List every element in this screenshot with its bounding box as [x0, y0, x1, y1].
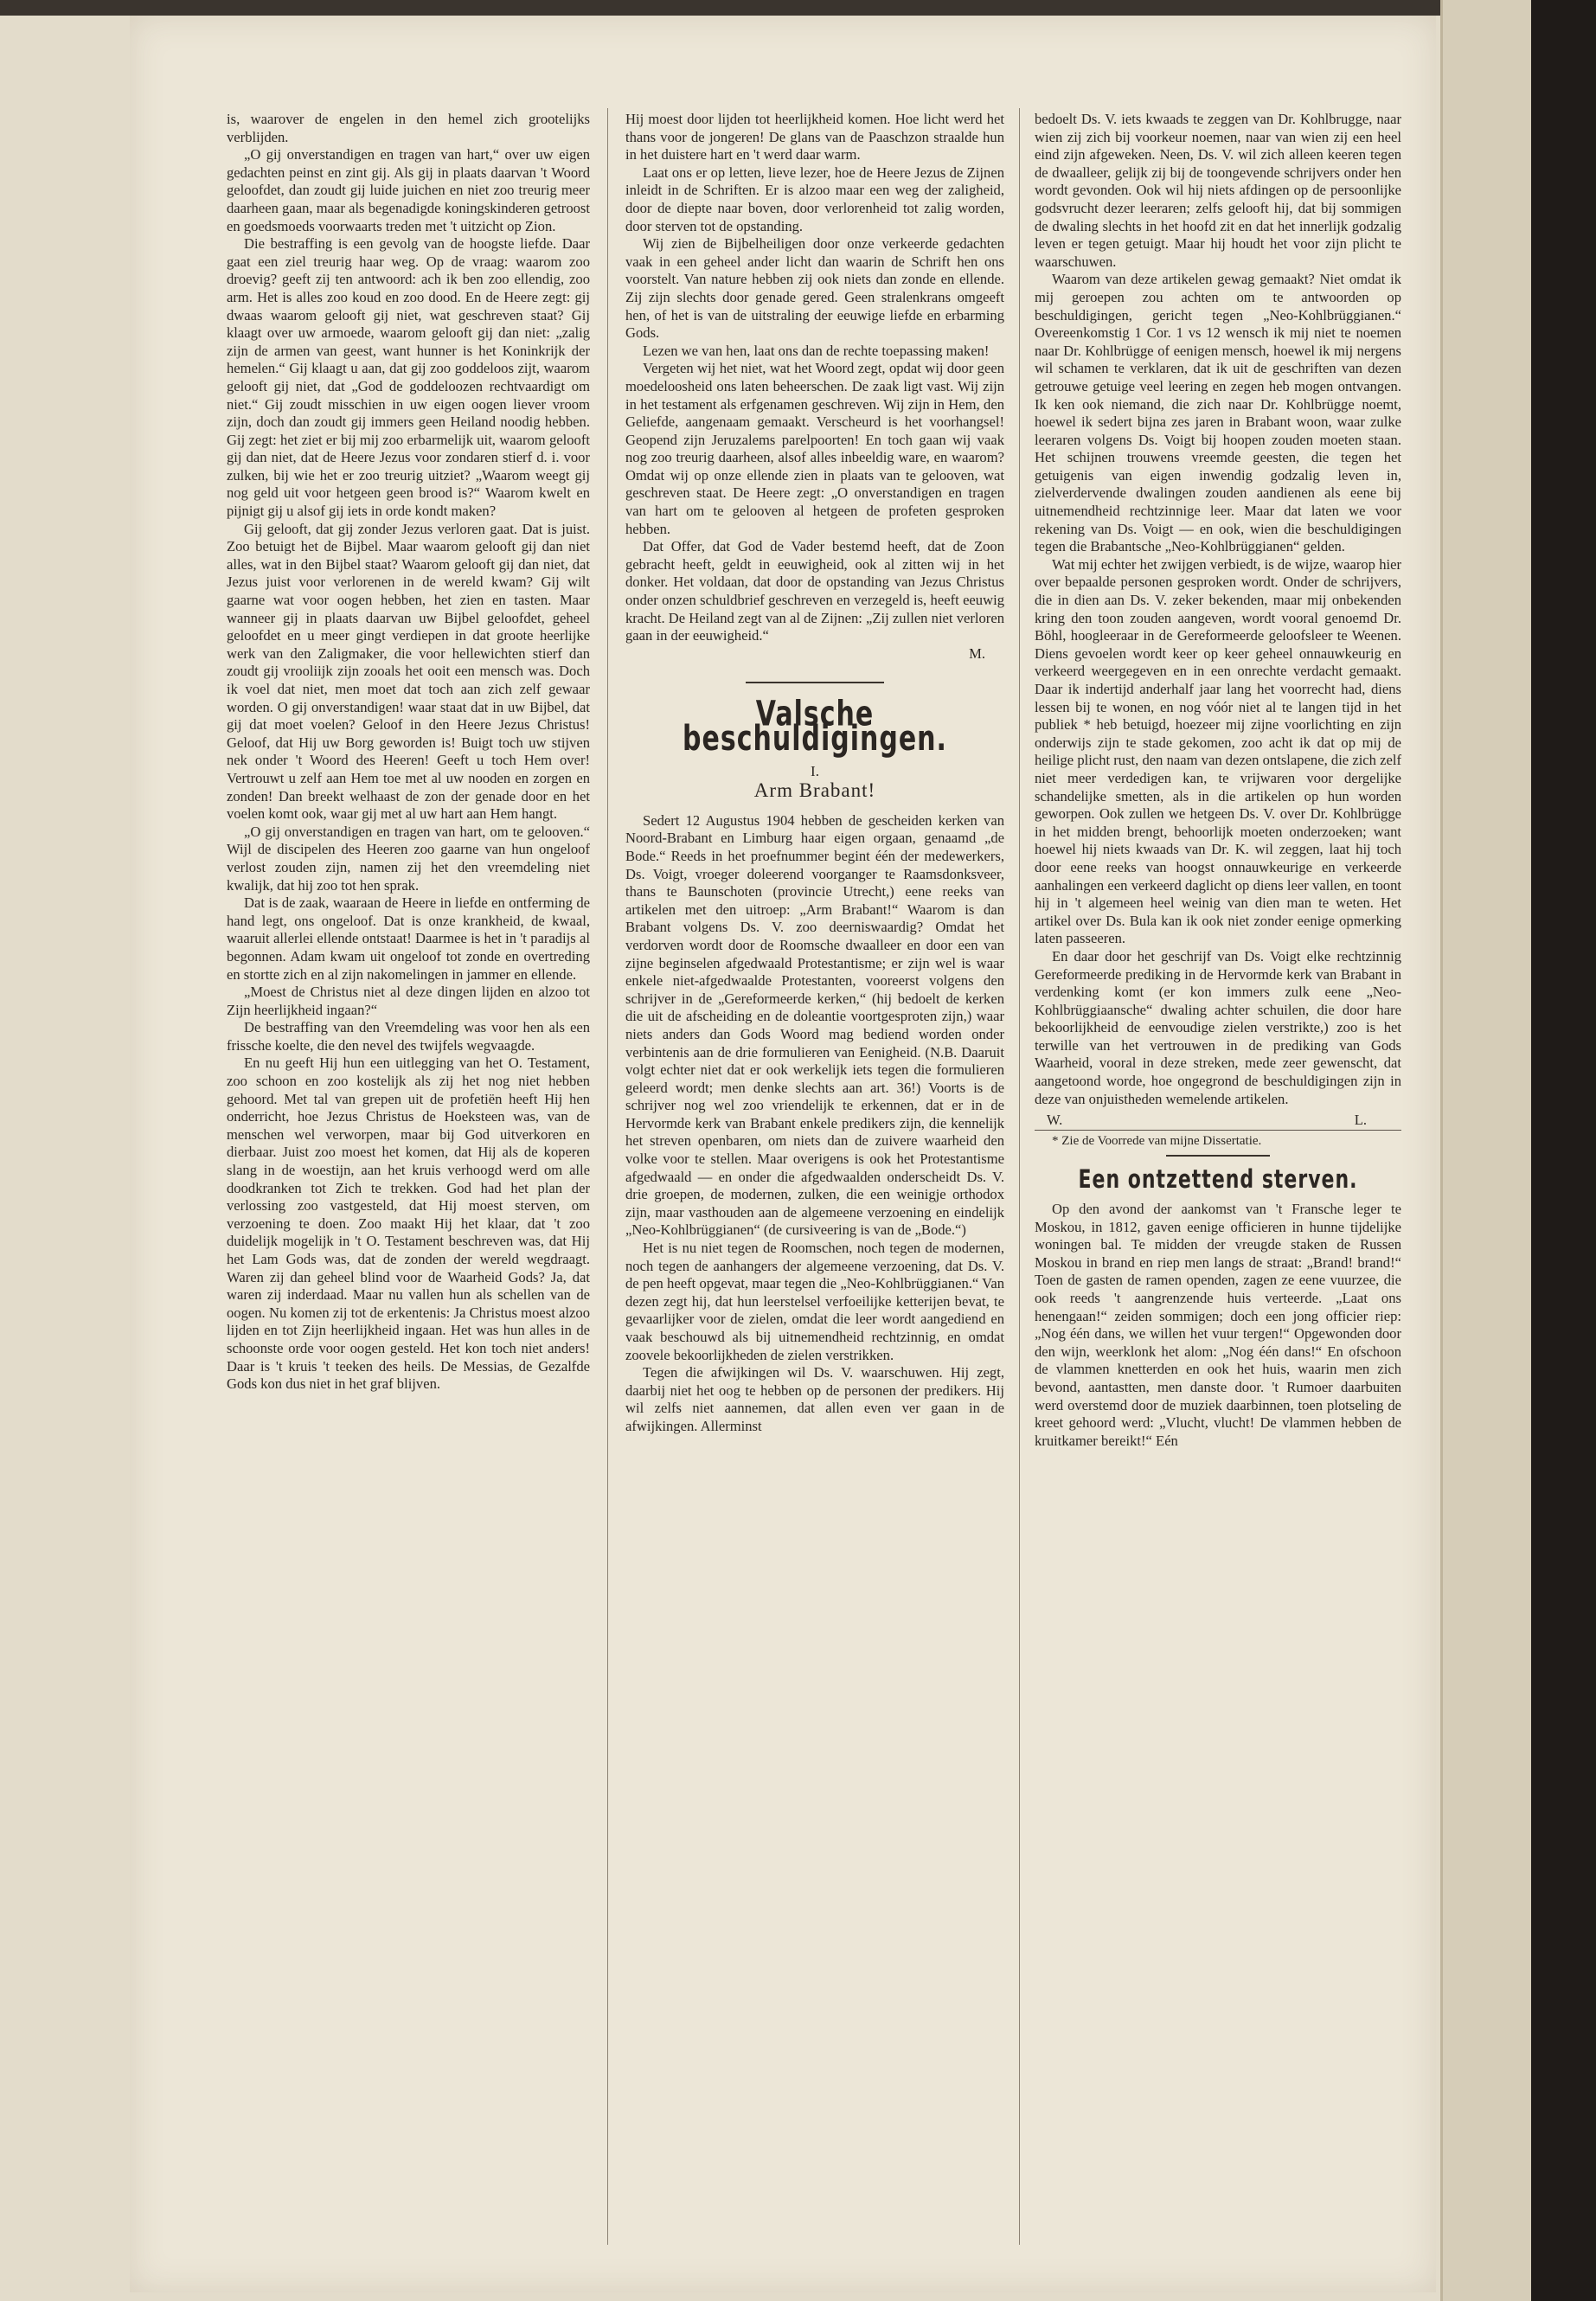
signature-initial-right: L.	[1354, 1112, 1367, 1129]
article-part-number: I.	[811, 762, 819, 779]
column-rule-left	[607, 108, 608, 2245]
paragraph: Wat mij echter het zwijgen verbiedt, is de wijze, waarop hier over bepaalde personen gesproken wordt. Onder de schrijvers, die in dien aan Ds. V. zeker bekenden, maar mij onbekenden kring den toon zouden aangeven, wordt vooral genoemd Dr. Böhl, hoogleeraar in de Gereformeerde geloofsleer te Weenen. Diens gevoelen wordt keer op keer geheel onnauwkeurig en verkeerd weergegeven en in een onrechte verdacht gemaakt. Daar ik indertijd anderhalf jaar lang het voorrecht had, diens lessen bij te wonen, en nog vóór niet al te langen tijd in het publiek * heb betuigd, hoezeer mij zijne voorlichting en zijn onderwijs zijn te stade gekomen, zoo acht ik dat op mij de heilige plicht rust, den naam van dezen ontslapene, die zich zelf niet meer verdedigen kan, te vrijwaren voor dergelijke schandelijke smetten, als in die artikelen op hun worden geworpen. Ook zullen we hetgeen Ds. V. over Dr. Kohlbrügge in het midden brengt, behoorlijk moeten onderzoeken; want hoewel hij niets kwaads van Dr. K. wil zeggen, laat hij toch door eene reeks van hoogst onnauwkeurige en verkeerde aanhalingen een verkeerd daglicht op diens leer vallen, en toont hij in 't algemeen heel weinig van dien man te weten. Het artikel over Ds. Bula kan ik ook niet zonder eenige opmerking laten passeeren.	[1035, 555, 1401, 947]
paragraph: Op den avond der aankomst van 't Fransche leger te Moskou, in 1812, gaven eenige officieren in hunne tijdelijke woningen bal. Te midden der vreugde staken de Russen Moskou in brand en riep men langs de straat: „Brand! brand!“ Toen de gasten de ramen openden, zagen ze eene vuurzee, die ook reeds 't aangrenzende huis verteerde. „Laat ons henengaan!“ zeiden sommigen; doch een jong officier riep: „Nog één dans, we willen het vuur tergen!“ Opgewonden door den wijn, weerklonk het alom: „Nog één dans!“ En ofschoon de vlammen knetterden en ook het huis, waarin men zich bevond, aantastten, men danste door. 't Rumoer daarbuiten werd overstemd door de muziek daarbinnen, toen plotseling de kreet gehoord werd: „Vlucht, vlucht! De vlammen hebben de kruitkamer bereikt!“ Eén	[1035, 1201, 1401, 1449]
paragraph: Dat is de zaak, waaraan de Heere in liefde en ontferming de hand legt, ons ongeloof. Dat is onze krankheid, de kwaal, waaruit allerlei ellende ontstaat! Daarmee is het in 't paradijs al begonnen. Adam kwam uit ongeloof tot zonde en overtreding en stortte zich en al zijn nakomelingen in jammer en ellende.	[227, 894, 590, 983]
paragraph: De bestraffing van den Vreemdeling was voor hen als een frissche koelte, die den nevel des twijfels wegvaagde.	[227, 1019, 590, 1054]
column-2	[625, 111, 1004, 1436]
paragraph: En daar door het geschrijf van Ds. Voigt elke rechtzinnig Gereformeerde prediking in de Hervormde kerk van Brabant in verdenking komt (er kon immers zulk eene „Neo-Kohlbrüggiaansche“ dwaling achter schuilen, die door hare bekoorlijkheid de eenvoudige zielen verstrikte,) zoo is het terwille van het vertrouwen in de prediking van Gods Waarheid, vooral in deze streken, mede zeer gewenscht, dat aangetoond worde, hoe ongegrond de beschuldigingen zijn in deze van onjuistheden wemelende artikelen.	[1035, 947, 1401, 1107]
article-title: Een ontzettend sterven.	[1078, 1165, 1358, 1195]
paragraph: Het is nu niet tegen de Roomschen, noch tegen de modernen, noch tegen de aanhangers der algemeene verzoening, dat Ds. V. de pen heeft opgevat, maar tegen die „Neo-Kohlbrüggianen.“ Van dezen zegt hij, dat hun leerstelsel verfoeilijke ketterijen bevat, te gevaarlijker voor de zielen, omdat die leer wordt aangediend en vaak beschouwd als bij uitnemendheid rechtzinnig, en omdat zoovele bekoorlijkheden de zielen verstrikken.	[625, 1240, 1004, 1363]
article-subtitle: Arm Brabant!	[753, 779, 876, 802]
paragraph: Sedert 12 Augustus 1904 hebben de gescheiden kerken van Noord-Brabant en Limburg haar eigen orgaan, genaamd „de Bode.“ Reeds in het proefnummer begint één der medewerkers, Ds. Voigt, vroeger doleerend voorganger te Raamsdonksveer, thans te Baunschoten (provincie Utrecht,) eene reeks van artikelen met den uitroep: „Arm Brabant!“ Waarom is dan Brabant volgens Ds. V. zoo deerniswaardig? Omdat het verdorven wordt door de Roomsche dwaalleer en door een van zijne beginselen afgedwaald Protestantisme; er zijn wel is waar enkele niet-afgedwaalde Protestanten, vooreerst volgens den schrijver in de „Gereformeerde kerken,“ (hij bedoelt de kerken die uit de afscheiding en de doleantie voortgesproten zijn,) waar niets anders dan Gods Woord mag bediend worden onder verbintenis aan de drie formulieren van Eenigheid. (N.B. Daaruit volgt echter niet dat er ook werkelijk iets tegen die formulieren geleerd wordt; men denke slechts aan art. 36!) Voorts is de schrijver nog wel zoo vriendelijk te erkennen, dat er in de Hervormde kerk van Brabant enkele predikers zijn, die kennelijk het streven openbaren, om niets dan de zuivere waarheid den volke voor te stellen. Maar overigens is ook het Protestantisme afgedwaald — en onder die afgedwaalden onderscheidt Ds. V. drie groepen, de modernen, zulken, die een weinigje orthodox zijn, maar vasthouden aan de algemeene verzoening en eindelijk „Neo-Kohlbrüggianen“ (de cursiveering is van de „Bode.“)	[625, 811, 1004, 1239]
paragraph: Lezen we van hen, laat ons dan de rechte toepassing maken!	[643, 342, 990, 359]
paragraph: Die bestraffing is een gevolg van de hoogste liefde. Daar gaat een ziel treurig haar weg. Op de vraag: waarom zoo droevig? geeft zij ten antwoord: ach ik ben zoo ellendig, zoo arm. Het is alles zoo koud en zoo dood. En de Heere zegt: gij dwaas waarom gelooft gij niet, wat geschreven staat? Gij klaagt over uw armoede, waarom gelooft gij dan niet: „zalig zijn de armen van geest, want hunner is het Koninkrijk der hemelen.“ Gij klaagt u aan, dat gij zoo goddeloos zijt, waarom gelooft gij niet, dat „God de goddeloozen rechtvaardigt om niet.“ Gij zoudt misschien in uw eigen oogen liever vroom zijn, doch dan zoudt gij immers geen Heiland noodig hebben. Gij zegt: het ziet er bij mij zoo erbarmelijk uit, waarom gelooft gij dan niet, dat de Heere Jezus voor zondaren stierf d. i. voor zulken, bij wie het er zoo treurig uitziet? „Waarom weegt gij nog geld uit voor hetgeen geen brood is?“ Waarom kwelt en pijnigt gij u alsof gij iets in orde kondt maken?	[227, 235, 590, 520]
paragraph: Vergeten wij het niet, wat het Woord zegt, opdat wij door geen moedeloosheid ons laten beheerschen. De zaak ligt vast. Wij zijn in het testament als erfgenamen geschreven. Wij zijn in Hem, den Geliefde, aangenaam gemaakt. Verscheurd is het voorhangsel! Geopend zijn Jeruzalems parelpoorten! En toch gaan wij vaak nog zoo treurig daarheen, alsof alles inbeeldig ware, en waarom? Omdat wij op onze ellende zien in plaats van te gelooven, wat geschreven staat. De Heere zegt: „O onverstandigen en tragen van hart om te gelooven al hetgeen de profeten gesproken hebben.	[625, 360, 1004, 537]
paragraph: bedoelt Ds. V. iets kwaads te zeggen van Dr. Kohlbrugge, naar wien zij zich bij voorkeur noemen, naar van wien zij een heel eind zijn afgeweken. Neen, Ds. V. wil zich alleen keeren tegen de dwaalleer, gelijk zij bij de toongevende schrijvers onder hen wordt gevonden. Ook wil hij niets afdingen op de persoonlijke godsvrucht dezer leeraren; zelfs gelooft hij, dat bij sommigen de dwaling slechts in het hoofd zit en dat het innerlijk godzalig leven er tegen getuigt. Maar hij houdt het voor zijn plicht te waarschuwen.	[1035, 111, 1401, 270]
paragraph: „O gij onverstandigen en tragen van hart, om te gelooven.“ Wijl de discipelen des Heeren zoo gaarne van hun ongeloof verlost zouden zijn, namen zij het den vreemdeling niet kwalijk, dat hij zoo tot hen sprak.	[227, 823, 590, 894]
paragraph: Waarom van deze artikelen gewag gemaakt? Niet omdat ik mij geroepen zou achten om te antwoorden op beschuldigingen, gericht tegen „Neo-Kohlbrüggianen.“ Overeenkomstig 1 Cor. 1 vs 12 wensch ik mij niet te noemen naar Dr. Kohlbrügge of eenigen mensch, hoewel ik mij nergens wil schamen te verklaren, dat ik uit de geschriften van dezen getrouwe getuige veel leering en zegen heb mogen ontvangen. Ik ken ook niemand, die zich naar Dr. Kohlbrügge noemt, hoewel ik sedert bijna zes jaren in Brabant woon, waar zulke leeraren volgens Ds. Voigt bij hoopen zouden moeten staan. Het schijnen trouwens vreemde geesten, die tegen het getuigenis van eigen inwendig godzalig leven in, zielverdervende dwalingen zouden aandienen als eene bij uitnemendheid rechtzinnige leer. Maar dat laten we voor rekening van Ds. Voigt — en ook, wien die beschuldigingen tegen die Brabantsche „Neo-Kohlbrüggianen“ gelden.	[1035, 271, 1401, 555]
paragraph: Gij gelooft, dat gij zonder Jezus verloren gaat. Dat is juist. Zoo betuigt het de Bijbel. Maar waarom gelooft gij dan niet alles, wat in den Bijbel staat? Waarom gelooft gij dan niet, dat Jezus juist voor verlorenen in de wereld kwam? Gij wilt gaarne wat voor oogen hebben, het zien en tasten. Maar wanneer gij in plaats daarvan uw Bijbel geloofdet, geheel geloofdet en u meer gingt verdiepen in dat groote heerlijke werk van den Zaligmaker, die voor hellewichten stierf dan zoudt gij vrooliijk zijn zooals het ooit een mensch was. Doch ik voel dat niet, men moet dat toch aan zich zelf gewaar worden. O gij onverstandigen! waar staat dat in uw Bijbel, dat gij dat moet voelen? Geloof in den Heere Jezus Christus! Geloof, dat Hij uw Borg geworden is! Buigt toch uw stijven nek onder 't Woord des Heeren! Geeft u toch Hem over! Vertrouwt u zelf aan Hem toe met al uw nooden en zorgen en zonden! Dan breekt welhaast de zon der genade door en het voelen komt ook, waar gij met al uw hart aan Hem hangt.	[227, 520, 590, 823]
column-1	[227, 111, 590, 1394]
paragraph: „O gij onverstandigen en tragen van hart,“ over uw eigen gedachten peinst en zint gij. Als gij in plaats daarvan 't Woord geloofdet, dan zoudt gij luide juichen en niet zoo treurig meer daarheen gaan, maar als begenadigde koningskinderen getroost en goedsmoeds voorwaarts treden met 't uitzicht op Zion.	[227, 146, 590, 234]
article-title: Valsche beschuldigingen.	[683, 694, 947, 760]
signature-initial-left: W.	[1047, 1112, 1063, 1129]
binding-edge	[1531, 0, 1596, 2301]
paragraph: Wij zien de Bijbelheiligen door onze verkeerde gedachten vaak in een geheel ander licht dan waarin de Schrift hen ons voorstelt. Van nature hebben zij ook niets dan zonde en ellende. Zij zijn slechts door genade gered. Geen stralenkrans omgeeft hen, of het is van de uitstraling der eeuwige liefde en erbarming Gods.	[625, 235, 1004, 342]
paragraph: Hij moest door lijden tot heerlijkheid komen. Hoe licht werd het thans voor de jongeren! De glans van de Paaschzon straalde hun in het duistere hart en 't werd daar warm.	[625, 111, 1004, 163]
paragraph: Dat Offer, dat God de Vader bestemd heeft, dat de Zoon gebracht heeft, geldt in eeuwigheid, ook al zitten wij in het donker. Het voldaan, dat door de opstanding van Jezus Christus onder onzen schuldbrief geschreven en verzegeld is, heeft eeuwig kracht. De Heiland zegt van al de Zijnen: „Zij zullen niet verloren gaan in der eeuwigheid.“	[625, 538, 1004, 644]
binding-margin	[1440, 0, 1534, 2301]
paragraph: is, waarover de engelen in den hemel zich grootelijks verblijden.	[227, 111, 590, 145]
footnote: * Zie de Voorrede van mijne Dissertatie.	[1035, 1130, 1401, 1150]
top-edge-shadow	[0, 0, 1596, 16]
paragraph: „Moest de Christus niet al deze dingen lijden en alzoo tot Zijn heerlijkheid ingaan?“	[227, 984, 590, 1018]
column-rule-right	[1019, 108, 1020, 2245]
article-signature: M.	[969, 644, 985, 662]
section-divider	[746, 682, 884, 683]
article-signature-row	[1035, 1112, 1401, 1130]
column-3	[1035, 111, 1401, 1450]
paragraph: Tegen die afwijkingen wil Ds. V. waarschuwen. Hij zegt, daarbij niet het oog te hebben op de personen der predikers. Hij wil zelfs niet aannemen, dat allen even ver gaan in de afwijkingen. Allerminst	[625, 1364, 1004, 1434]
paragraph: En nu geeft Hij hun een uitlegging van het O. Testament, zoo schoon en zoo kostelijk als zij het nog niet hebben gehoord. Met tal van grepen uit de profetiën heeft Hij hen onderricht, hoe Jezus Christus de Hoeksteen was, van de menschen wel verworpen, maar bij God uitverkoren en dierbaar. Juist zoo moest het komen, dat Hij als de koperen slang in de woestijn, aan het kruis verhoogd werd om alle doodkranken tot Zich te trekken. God had het plan der verlossing zoo vastgesteld, dat Hij moest sterven, om verzoening te doen. Zoo maakt Hij het klaar, dat 't zoo duidelijk mogelijk in 't O. Testament beschreven was, dat Hij het Lam Gods was, dat de zonden der wereld wegdraagt. Waren zij dan geheel blind voor de Waarheid Gods? Ja, dat waren zij inderdaad. Maar nu vallen hun als schellen van de oogen. Nu komen zij tot de erkentenis: Ja Christus moest alzoo lijden en tot Zijn heerlijkheid ingaan. Het was hun alles in de schoonste orde voor oogen gesteld. Het kon toch niet anders! Daar is 't kruis 't teeken des heils. De Messias, de Gezalfde Gods kon dus niet in het graf blijven.	[227, 1054, 590, 1393]
paragraph: Laat ons er op letten, lieve lezer, hoe de Heere Jezus de Zijnen inleidt in de Schriften. Er is alzoo maar een weg der zaligheid, door de diepte naar boven, door verlorenheid tot zalig worden, door sterven tot de opstanding.	[625, 163, 1004, 234]
section-divider	[1166, 1155, 1270, 1157]
